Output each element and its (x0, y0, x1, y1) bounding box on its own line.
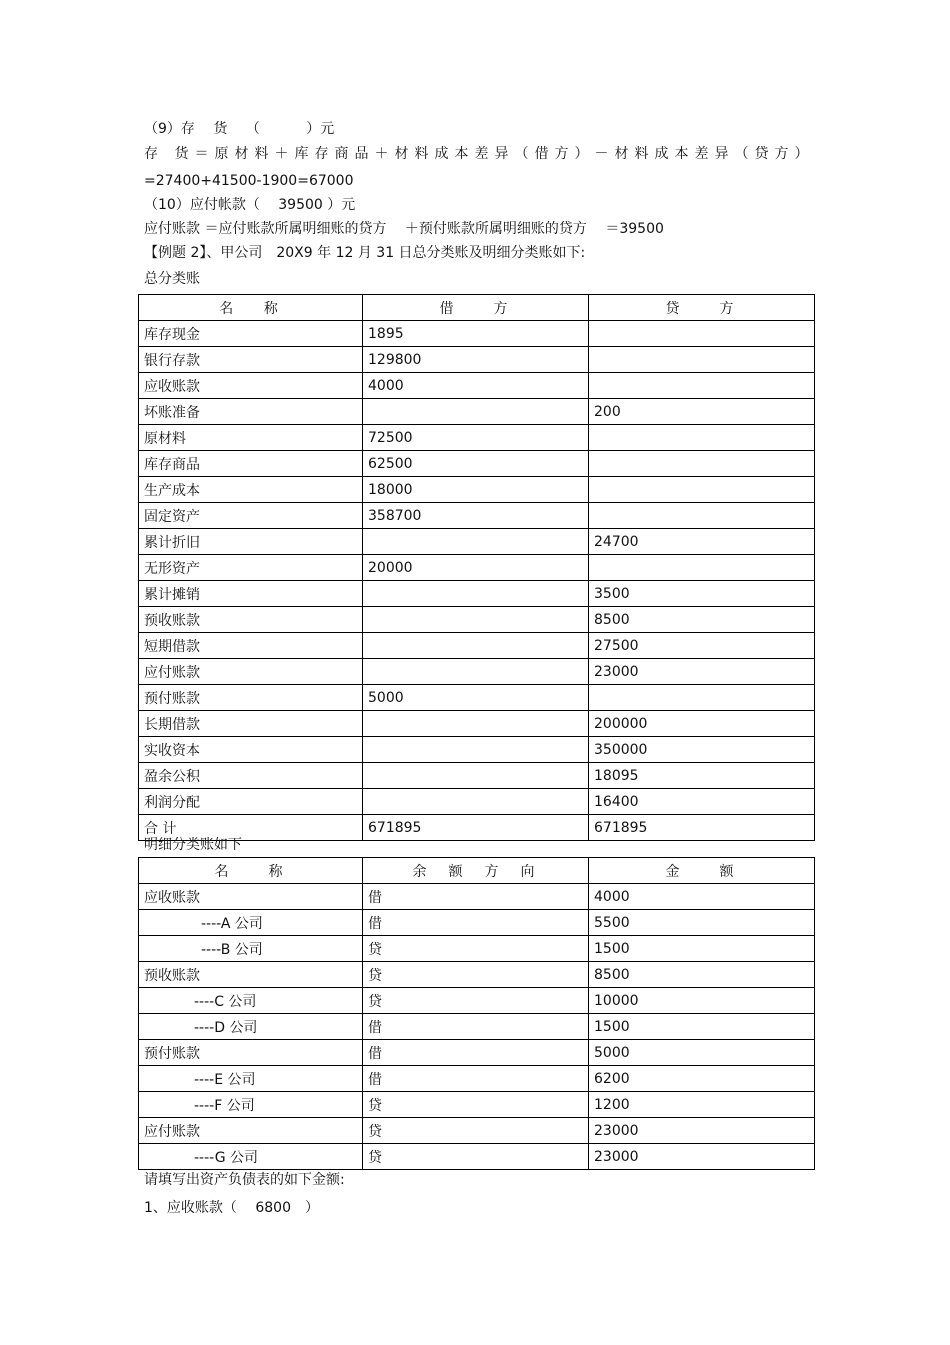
table-row (139, 399, 815, 425)
account-name: ----A 公司 (139, 910, 363, 936)
table-row (139, 884, 815, 910)
account-name: ----E 公司 (139, 1066, 363, 1092)
balance-direction: 借 (363, 1014, 589, 1040)
table-row (139, 789, 815, 815)
column-header (139, 295, 363, 321)
table-row (139, 555, 815, 581)
account-name: 合 计 (139, 815, 363, 841)
balance-direction: 贷 (363, 962, 589, 988)
table-row (139, 321, 815, 347)
table-row (139, 1066, 815, 1092)
item-9-line: （9）存 货 （ ）元 (144, 121, 335, 137)
credit-amount: 200 (589, 399, 815, 425)
account-name: 应收账款 (139, 373, 363, 399)
account-name: ----B 公司 (139, 936, 363, 962)
table-row (139, 477, 815, 503)
credit-amount (589, 321, 815, 347)
amount: 23000 (589, 1144, 815, 1170)
amount: 1500 (589, 936, 815, 962)
table-row (139, 737, 815, 763)
amount: 1200 (589, 1092, 815, 1118)
credit-amount: 23000 (589, 659, 815, 685)
account-name: 预收账款 (139, 962, 363, 988)
credit-amount (589, 425, 815, 451)
table-row (139, 607, 815, 633)
debit-amount: 671895 (363, 815, 589, 841)
balance-direction: 借 (363, 884, 589, 910)
column-header-label: 名 称 (214, 863, 287, 880)
table-row (139, 1144, 815, 1170)
column-header (589, 858, 815, 884)
amount: 5500 (589, 910, 815, 936)
debit-amount: 62500 (363, 451, 589, 477)
item-10-line: （10）应付帐款（ 39500 ）元 (144, 197, 356, 213)
debit-amount (363, 399, 589, 425)
debit-amount (363, 581, 589, 607)
debit-amount: 72500 (363, 425, 589, 451)
table-row (139, 962, 815, 988)
table-row (139, 685, 815, 711)
balance-direction: 贷 (363, 1118, 589, 1144)
debit-amount (363, 789, 589, 815)
account-name: 原材料 (139, 425, 363, 451)
table-header-row (139, 858, 815, 884)
debit-amount: 18000 (363, 477, 589, 503)
general-ledger-title: 总分类账 (144, 271, 200, 287)
balance-direction: 贷 (363, 988, 589, 1014)
account-name: 实收资本 (139, 737, 363, 763)
account-name: 长期借款 (139, 711, 363, 737)
balance-direction: 借 (363, 910, 589, 936)
table-header-row (139, 295, 815, 321)
debit-amount: 129800 (363, 347, 589, 373)
debit-amount (363, 633, 589, 659)
account-name: 预付账款 (139, 685, 363, 711)
table-row (139, 910, 815, 936)
debit-amount (363, 711, 589, 737)
account-name: 坏账准备 (139, 399, 363, 425)
account-name: ----F 公司 (139, 1092, 363, 1118)
account-name: 应收账款 (139, 884, 363, 910)
account-name: 库存商品 (139, 451, 363, 477)
debit-amount (363, 763, 589, 789)
accounts-payable-formula: 应付账款 ＝应付账款所属明细账的贷方 ＋预付账款所属明细账的贷方 ＝39500 (144, 221, 664, 237)
credit-amount (589, 685, 815, 711)
account-name: 利润分配 (139, 789, 363, 815)
credit-amount: 24700 (589, 529, 815, 555)
amount: 23000 (589, 1118, 815, 1144)
answer-1: 1、应收账款（ 6800 ） (144, 1200, 319, 1216)
balance-direction: 借 (363, 1066, 589, 1092)
account-name: 固定资产 (139, 503, 363, 529)
credit-amount (589, 347, 815, 373)
credit-amount (589, 555, 815, 581)
account-name: 预收账款 (139, 607, 363, 633)
general-ledger-table (138, 294, 815, 841)
credit-amount: 3500 (589, 581, 815, 607)
debit-amount (363, 659, 589, 685)
column-header (363, 295, 589, 321)
column-header-label: 借 方 (439, 300, 512, 317)
debit-amount: 5000 (363, 685, 589, 711)
credit-amount (589, 451, 815, 477)
debit-amount: 20000 (363, 555, 589, 581)
account-name: 累计摊销 (139, 581, 363, 607)
table-row (139, 529, 815, 555)
debit-amount: 1895 (363, 321, 589, 347)
credit-amount: 200000 (589, 711, 815, 737)
table-row (139, 347, 815, 373)
amount: 4000 (589, 884, 815, 910)
table-row (139, 936, 815, 962)
table-row (139, 1014, 815, 1040)
table-row (139, 659, 815, 685)
table-row (139, 711, 815, 737)
column-header (363, 858, 589, 884)
balance-direction: 贷 (363, 1144, 589, 1170)
debit-amount (363, 607, 589, 633)
credit-amount: 27500 (589, 633, 815, 659)
table-row (139, 425, 815, 451)
column-header-label: 金 额 (665, 863, 738, 880)
detail-ledger-title: 明细分类账如下 (144, 837, 242, 853)
amount: 10000 (589, 988, 815, 1014)
table-row (139, 581, 815, 607)
account-name: 生产成本 (139, 477, 363, 503)
debit-amount: 4000 (363, 373, 589, 399)
credit-amount: 16400 (589, 789, 815, 815)
account-name: 银行存款 (139, 347, 363, 373)
account-name: 累计折旧 (139, 529, 363, 555)
column-header-label: 贷 方 (665, 300, 738, 317)
account-name: 应付账款 (139, 659, 363, 685)
credit-amount (589, 477, 815, 503)
amount: 8500 (589, 962, 815, 988)
account-name: ----C 公司 (139, 988, 363, 1014)
question-text: 请填写出资产负债表的如下金额: (144, 1172, 345, 1188)
balance-direction: 贷 (363, 936, 589, 962)
debit-amount (363, 529, 589, 555)
amount: 5000 (589, 1040, 815, 1066)
example-2-heading: 【例题 2】、甲公司 20X9 年 12 月 31 日总分类账及明细分类账如下: (144, 245, 586, 261)
account-name: 应付账款 (139, 1118, 363, 1144)
credit-amount (589, 503, 815, 529)
table-row (139, 1040, 815, 1066)
table-row (139, 1118, 815, 1144)
debit-amount (363, 737, 589, 763)
table-row (139, 988, 815, 1014)
table-row (139, 633, 815, 659)
account-name: 短期借款 (139, 633, 363, 659)
inventory-calculation: =27400+41500-1900=67000 (144, 173, 354, 189)
table-row (139, 1092, 815, 1118)
credit-amount: 350000 (589, 737, 815, 763)
column-header-label: 名 称 (219, 300, 282, 317)
debit-amount: 358700 (363, 503, 589, 529)
detail-ledger-table (138, 857, 815, 1170)
account-name: 库存现金 (139, 321, 363, 347)
table-row (139, 373, 815, 399)
credit-amount: 18095 (589, 763, 815, 789)
account-name: ----D 公司 (139, 1014, 363, 1040)
table-row (139, 763, 815, 789)
account-name: 盈余公积 (139, 763, 363, 789)
balance-direction: 借 (363, 1040, 589, 1066)
credit-amount (589, 373, 815, 399)
account-name: ----G 公司 (139, 1144, 363, 1170)
balance-direction: 贷 (363, 1092, 589, 1118)
column-header (139, 858, 363, 884)
credit-amount: 8500 (589, 607, 815, 633)
account-name: 无形资产 (139, 555, 363, 581)
column-header (589, 295, 815, 321)
inventory-formula: 存 货＝原材料＋库存商品＋材料成本差异（借方）－材料成本差异（贷方） (144, 146, 815, 162)
amount: 1500 (589, 1014, 815, 1040)
table-row (139, 451, 815, 477)
account-name: 预付账款 (139, 1040, 363, 1066)
table-row (139, 503, 815, 529)
column-header-label: 余 额 方 向 (412, 863, 539, 880)
credit-amount: 671895 (589, 815, 815, 841)
amount: 6200 (589, 1066, 815, 1092)
